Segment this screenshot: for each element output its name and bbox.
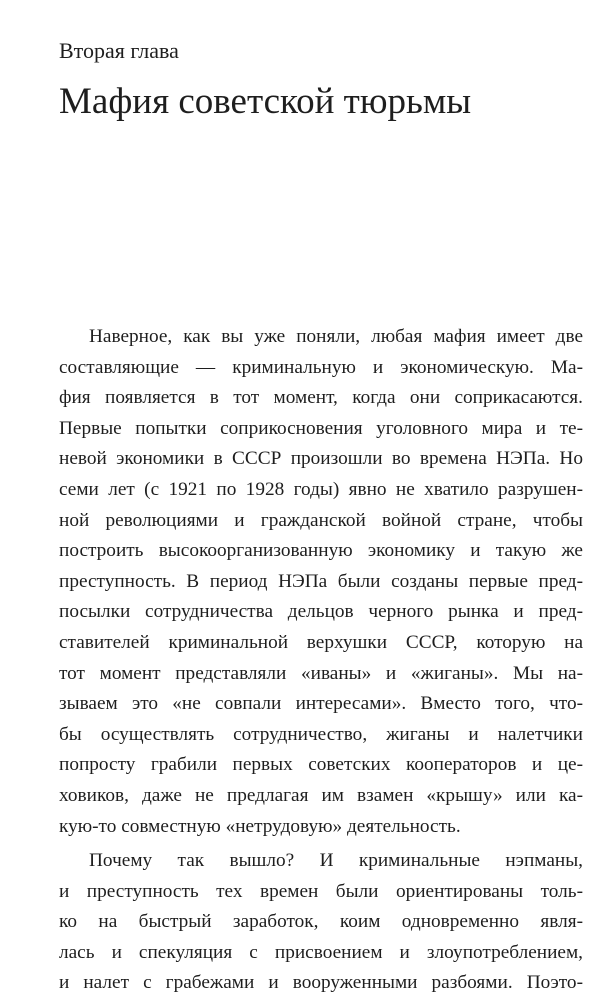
text-line xyxy=(59,846,583,877)
text-line: Первые попытки соприкосновения уголовного мира и те- xyxy=(59,417,583,439)
chapter-label: Вторая глава xyxy=(59,38,179,63)
text-line: лась и спекуляция с присвоением и злоупотреблением, xyxy=(59,941,583,963)
line-text: Наверное, как вы уже поняли, любая мафия имеет две xyxy=(89,326,583,347)
body-text xyxy=(59,322,583,999)
text-line: кую-то совместную «нетрудовую» деятельность. xyxy=(59,815,461,837)
text-line: и преступность тех времен были ориентированы толь- xyxy=(59,880,583,902)
text-line: фия появляется в тот момент, когда они соприкасаются. xyxy=(59,387,583,409)
text-line: зываем это «не совпали интересами». Вместо того, что- xyxy=(59,693,583,715)
chapter-title: Мафия советской тюрьмы xyxy=(59,81,472,122)
text-line: семи лет (с 1921 по 1928 годы) явно не хватило разрушен- xyxy=(59,478,583,500)
text-line: бы осуществлять сотрудничество, жиганы и налетчики xyxy=(59,723,583,745)
text-line: ховиков, даже не предлагая им взамен «крышу» или ка- xyxy=(59,784,583,806)
text-line: невой экономики в СССР произошли во времена НЭПа. Но xyxy=(59,448,583,470)
text-line xyxy=(59,322,583,353)
text-line: посылки сотрудничества дельцов черного рынка и пред- xyxy=(59,601,583,623)
text-line: тот момент представляли «иваны» и «жиганы». Мы на- xyxy=(59,662,583,684)
line-text: Почему так вышло? И криминальные нэпманы, xyxy=(89,850,583,872)
text-line: и налет с грабежами и вооруженными разбоями. Поэто- xyxy=(59,972,583,994)
text-line: ставителей криминальной верхушки СССР, которую на xyxy=(59,631,583,653)
paragraph-1 xyxy=(59,322,583,842)
text-line: ной революциями и гражданской войной стране, чтобы xyxy=(59,509,583,531)
text-line: попросту грабили первых советских кооператоров и це- xyxy=(59,754,583,776)
text-line: составляющие — криминальную и экономическую. Ма- xyxy=(59,356,583,378)
text-line: ко на быстрый заработок, коим одновременно явля- xyxy=(59,911,583,933)
text-line: построить высокоорганизованную экономику и такую же xyxy=(59,540,583,562)
paragraph-2 xyxy=(59,846,583,999)
text-line: преступность. В период НЭПа были созданы первые пред- xyxy=(59,570,583,592)
